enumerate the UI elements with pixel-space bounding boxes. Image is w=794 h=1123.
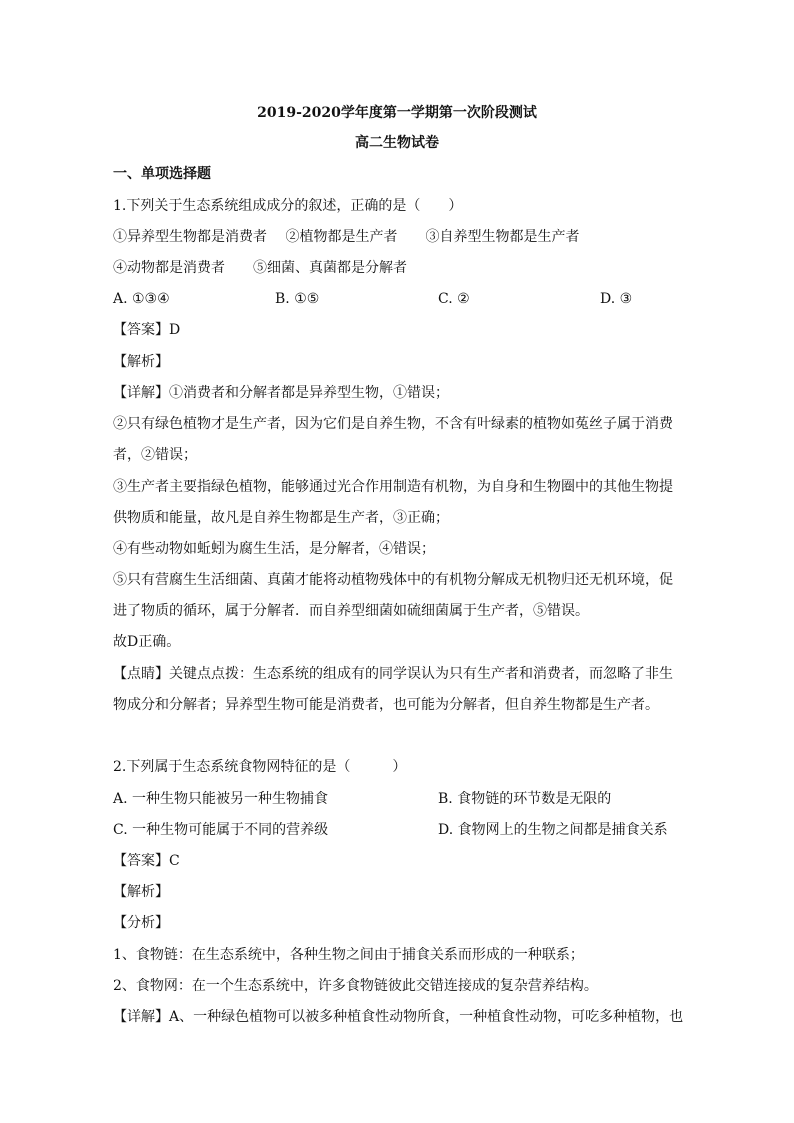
q1-explanation-line: ②只有绿色植物才是生产者，因为它们是自养生物，不含有叶绿素的植物如菟丝子属于消费 — [113, 416, 673, 432]
q2-explanation-line: 1、食物链：在生态系统中，各种生物之间由于捕食关系而形成的一种联系； — [113, 947, 584, 963]
q2-answer: 【答案】C — [113, 853, 180, 869]
q1-analysis-heading: 【解析】 — [113, 354, 169, 370]
q1-explanation-line: ⑤只有营腐生生活细菌、真菌才能将动植物残体中的有机物分解成无机物归还无机环境，促 — [113, 572, 673, 588]
q1-explanation-line: 者，②错误； — [113, 447, 197, 463]
q1-option-a: A. ①③④ — [113, 291, 170, 307]
q1-answer: 【答案】D — [113, 322, 181, 338]
q1-explanation-line: 物成分和分解者；异养型生物可能是消费者，也可能为分解者，但自养生物都是生产者。 — [113, 697, 659, 713]
q1-explanation-line: 进了物质的循环，属于分解者．而自养型细菌如硫细菌属于生产者，⑤错误。 — [113, 603, 589, 619]
q2-explanation-line: 2、食物网：在一个生态系统中，许多食物链彼此交错连接成的复杂营养结构。 — [113, 978, 598, 994]
doc-title: 2019-2020学年度第一学期第一次阶段测试 — [257, 105, 537, 121]
q1-statements-line: ①异养型生物都是消费者 ②植物都是生产者 ③自养型生物都是生产者 — [113, 229, 580, 245]
q2-fenxi-heading: 【分析】 — [113, 915, 169, 931]
q2-analysis-heading: 【解析】 — [113, 884, 169, 900]
q2-option-c: C. 一种生物可能属于不同的营养级 — [113, 822, 329, 838]
q1-statements-line: ④动物都是消费者 ⑤细菌、真菌都是分解者 — [113, 260, 407, 276]
q2-explanation-line: 【详解】A、一种绿色植物可以被多种植食性动物所食，一种植食性动物，可吃多种植物，也 — [113, 1009, 684, 1025]
q1-explanation-line: 【点睛】关键点点拨：生态系统的组成有的同学误认为只有生产者和消费者，而忽略了非生 — [113, 666, 673, 682]
q1-option-d: D. ③ — [600, 291, 633, 307]
q2-option-b: B. 食物链的环节数是无限的 — [438, 791, 612, 807]
q1-explanation-line: ③生产者主要指绿色植物，能够通过光合作用制造有机物，为自身和生物圈中的其他生物提 — [113, 479, 673, 495]
q1-explanation-line: ④有些动物如蚯蚓为腐生生活，是分解者，④错误； — [113, 541, 435, 557]
q1-option-c: C. ② — [438, 291, 470, 307]
q1-explanation-line: 故D正确。 — [113, 634, 181, 650]
q2-stem: 2.下列属于生态系统食物网特征的是（ ） — [113, 759, 407, 775]
q2-option-d: D. 食物网上的生物之间都是捕食关系 — [438, 822, 668, 838]
q1-stem: 1.下列关于生态系统组成成分的叙述，正确的是（ ） — [113, 198, 463, 214]
q2-option-a: A. 一种生物只能被另一种生物捕食 — [113, 791, 329, 807]
doc-subtitle: 高二生物试卷 — [355, 135, 439, 151]
q1-explanation-line: 【详解】①消费者和分解者都是异养型生物，①错误； — [113, 385, 449, 401]
q1-explanation-line: 供物质和能量，故凡是自养生物都是生产者，③正确； — [113, 510, 449, 526]
q1-option-b: B. ①⑤ — [275, 291, 320, 307]
section-heading: 一、单项选择题 — [113, 166, 211, 182]
